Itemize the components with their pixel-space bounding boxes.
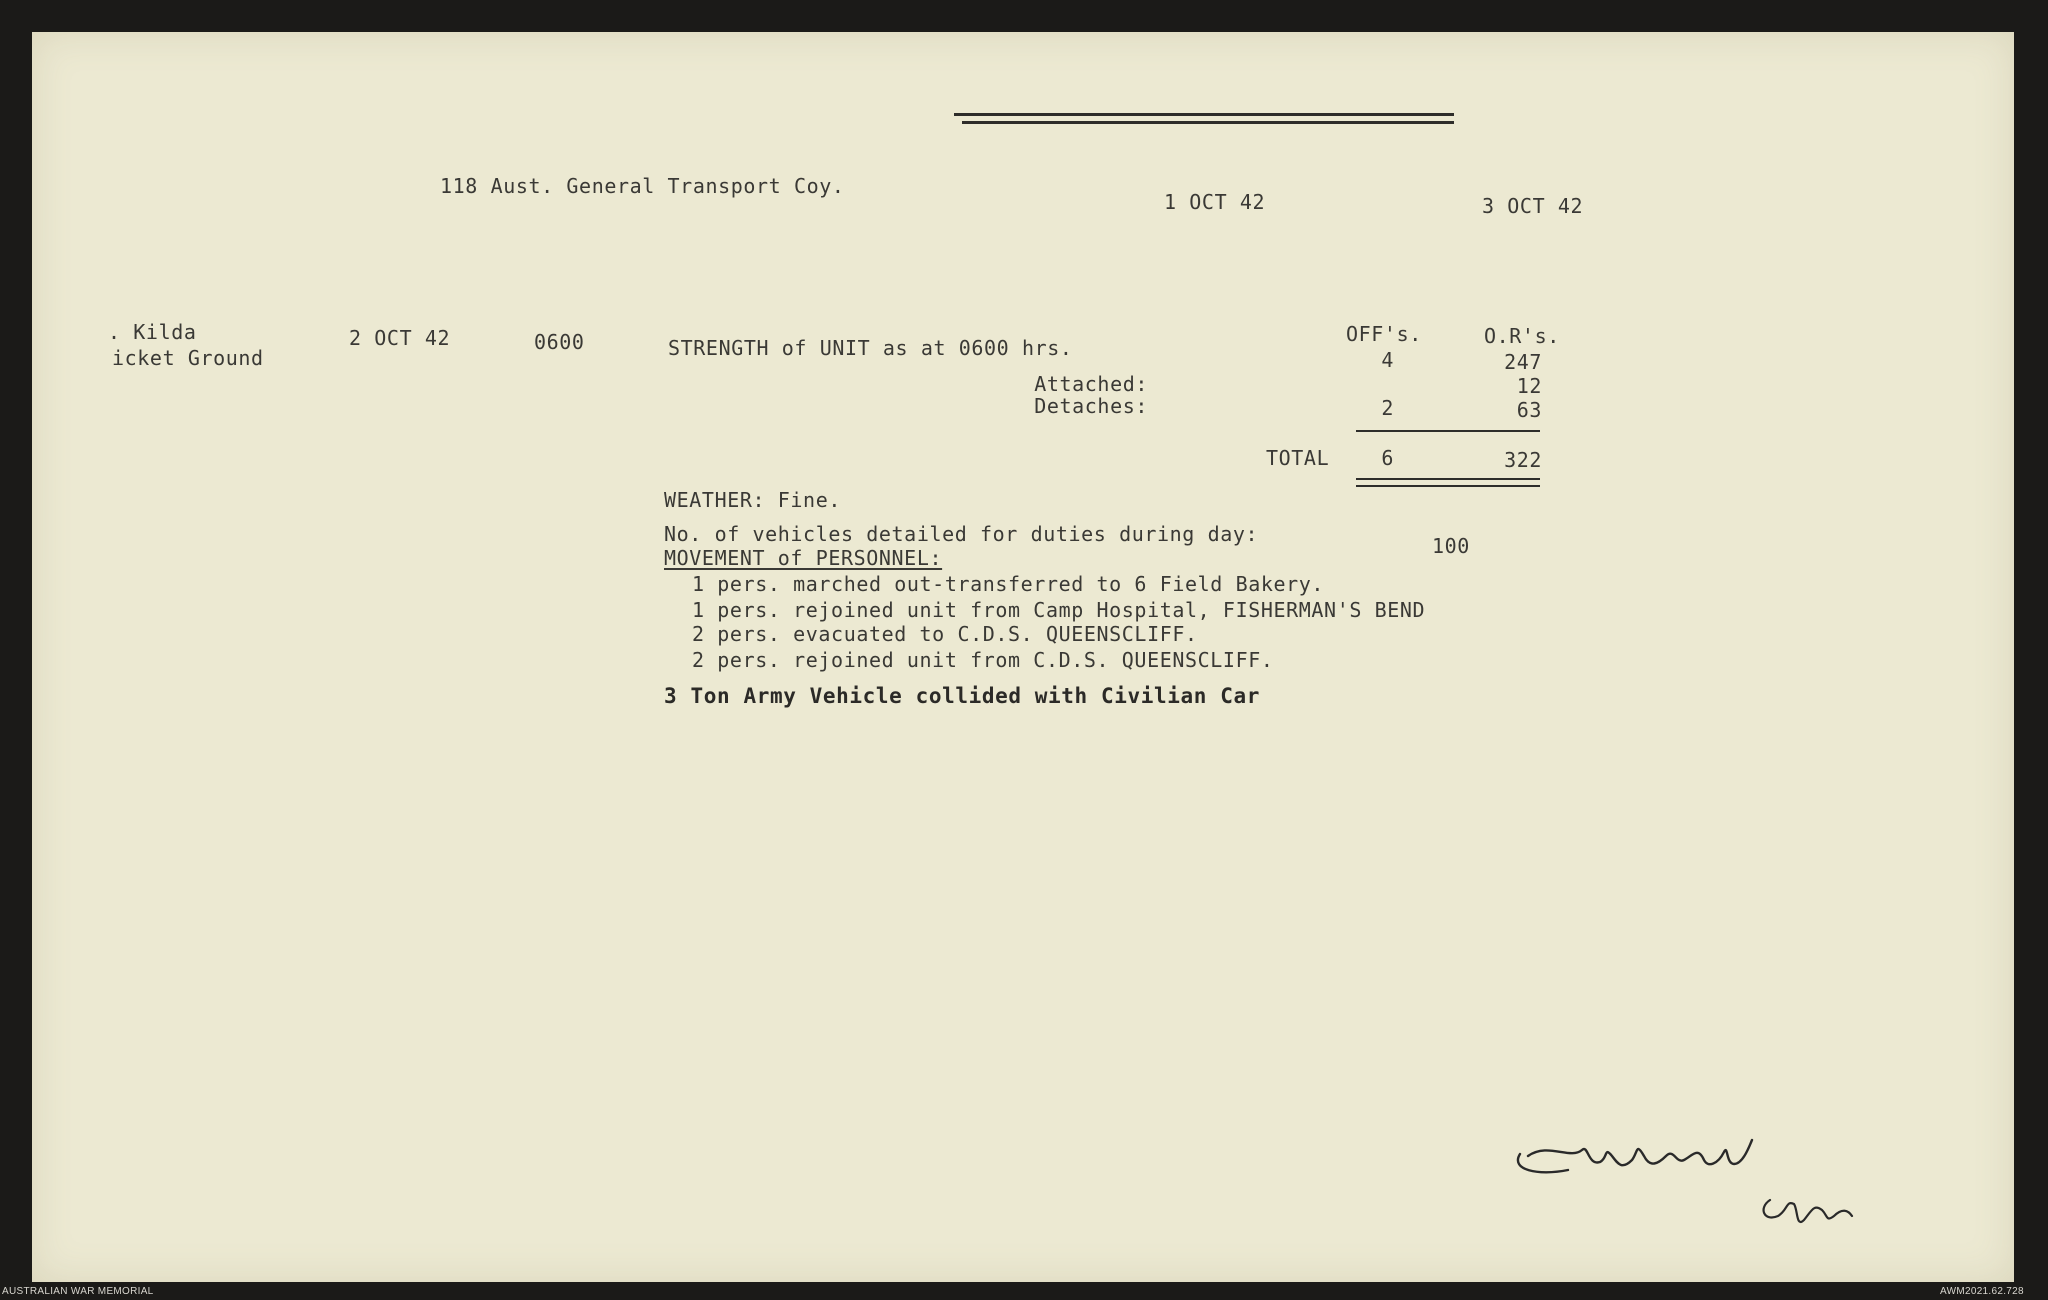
attached-label: Attached: — [1034, 372, 1148, 396]
detaches-label: Detaches: — [1034, 394, 1148, 418]
vehicles-value: 100 — [1432, 534, 1470, 558]
weather-line: WEATHER: Fine. — [664, 488, 841, 512]
detaches-ors: 63 — [1516, 398, 1542, 422]
date-to: 3 OCT 42 — [1482, 194, 1584, 218]
col-ors-header: O.R's. — [1484, 324, 1560, 348]
movement-item: 1 pers. marched out-transferred to 6 Field Bakery. — [692, 572, 1325, 596]
strength-row-ors: 247 — [1504, 350, 1542, 374]
movement-heading: MOVEMENT of PERSONNEL: — [664, 546, 943, 570]
total-label: TOTAL — [1266, 446, 1330, 470]
attached-ors: 12 — [1516, 374, 1542, 398]
col-offs-header: OFF's. — [1346, 322, 1422, 346]
movement-item: 2 pers. evacuated to C.D.S. QUEENSCLIFF. — [692, 622, 1198, 646]
footer-right: AWM2021.62.728 — [1940, 1286, 2024, 1297]
total-offs: 6 — [1381, 446, 1394, 470]
subtotal-rule — [1356, 430, 1540, 432]
detaches-offs: 2 — [1381, 396, 1394, 420]
strength-row-offs: 4 — [1381, 348, 1394, 372]
incident-line: 3 Ton Army Vehicle collided with Civilian Car — [664, 684, 1260, 708]
entry-time: 0600 — [534, 330, 585, 354]
entry-date: 2 OCT 42 — [349, 326, 451, 350]
movement-item: 1 pers. rejoined unit from Camp Hospital, FISHERMAN'S BEND — [692, 598, 1426, 622]
top-rule-lower — [962, 121, 1454, 124]
total-double-rule-upper — [1356, 478, 1540, 480]
date-from: 1 OCT 42 — [1164, 190, 1266, 214]
signature — [1508, 1130, 1908, 1240]
place-line-2: icket Ground — [112, 346, 264, 370]
movement-item: 2 pers. rejoined unit from C.D.S. QUEENSCLIFF. — [692, 648, 1274, 672]
strength-title: STRENGTH of UNIT as at 0600 hrs. — [668, 336, 1073, 360]
total-double-rule-lower — [1356, 485, 1540, 487]
footer-left: AUSTRALIAN WAR MEMORIAL — [2, 1286, 154, 1297]
unit-name: 118 Aust. General Transport Coy. — [440, 174, 845, 198]
place-line-1: . Kilda — [108, 320, 197, 344]
vehicles-label: No. of vehicles detailed for duties during day: — [664, 522, 1259, 546]
total-ors: 322 — [1504, 448, 1542, 472]
top-rule-upper — [954, 113, 1454, 116]
